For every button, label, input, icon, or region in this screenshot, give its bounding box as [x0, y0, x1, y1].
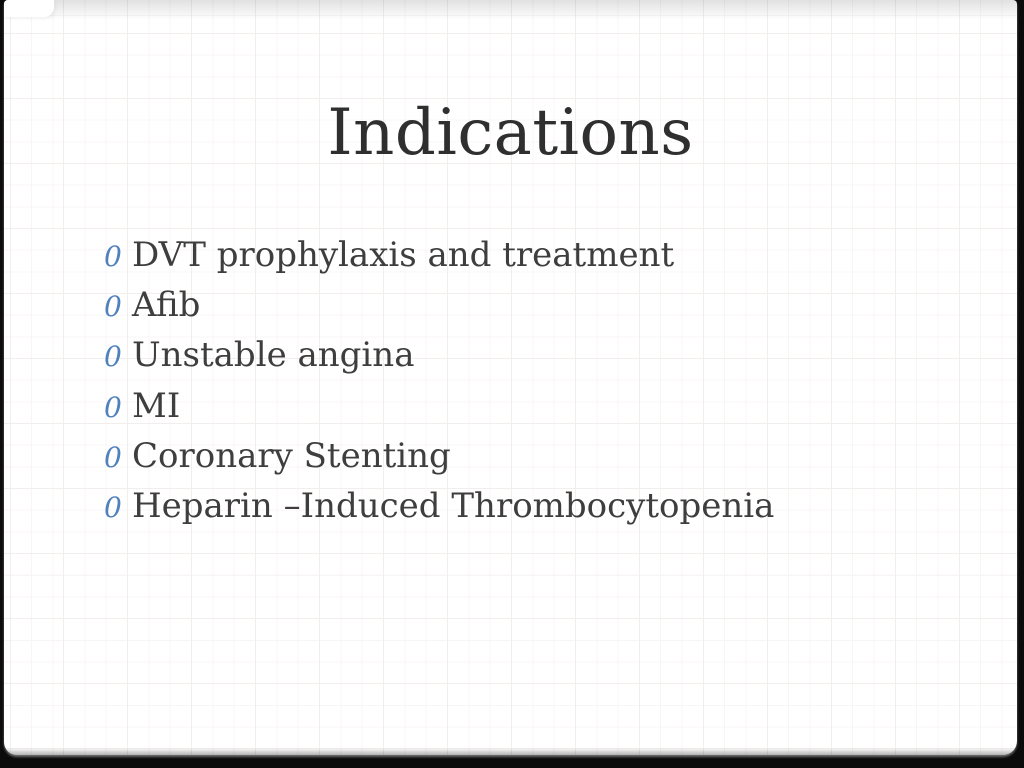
bullet-zero-icon: 0 — [104, 340, 122, 374]
list-item — [104, 482, 977, 532]
slide-title: Indications — [327, 96, 694, 170]
bullet-text: Coronary Stenting — [132, 435, 451, 476]
list-item — [104, 231, 977, 281]
bullet-text: Heparin –Induced Thrombocytopenia — [132, 486, 775, 527]
slide — [4, 0, 1017, 755]
bullet-zero-icon: 0 — [104, 440, 122, 474]
list-item — [104, 281, 977, 331]
list-item — [104, 331, 977, 381]
bullet-list — [104, 231, 977, 532]
slide-top-shadow — [4, 0, 1017, 20]
bullet-zero-icon: 0 — [104, 390, 122, 424]
list-item — [104, 432, 977, 482]
bullet-text: Unstable angina — [132, 335, 415, 376]
bullet-zero-icon: 0 — [104, 491, 122, 525]
bullet-text: MI — [132, 385, 181, 426]
slide-bottom-shadow — [4, 748, 1017, 755]
list-item — [104, 382, 977, 432]
bullet-zero-icon: 0 — [104, 240, 122, 273]
bullet-text: Afib — [132, 285, 201, 326]
bullet-text: DVT prophylaxis and treatment — [132, 235, 675, 275]
slide-top-left-notch — [4, 0, 54, 17]
bullet-zero-icon: 0 — [104, 290, 122, 324]
